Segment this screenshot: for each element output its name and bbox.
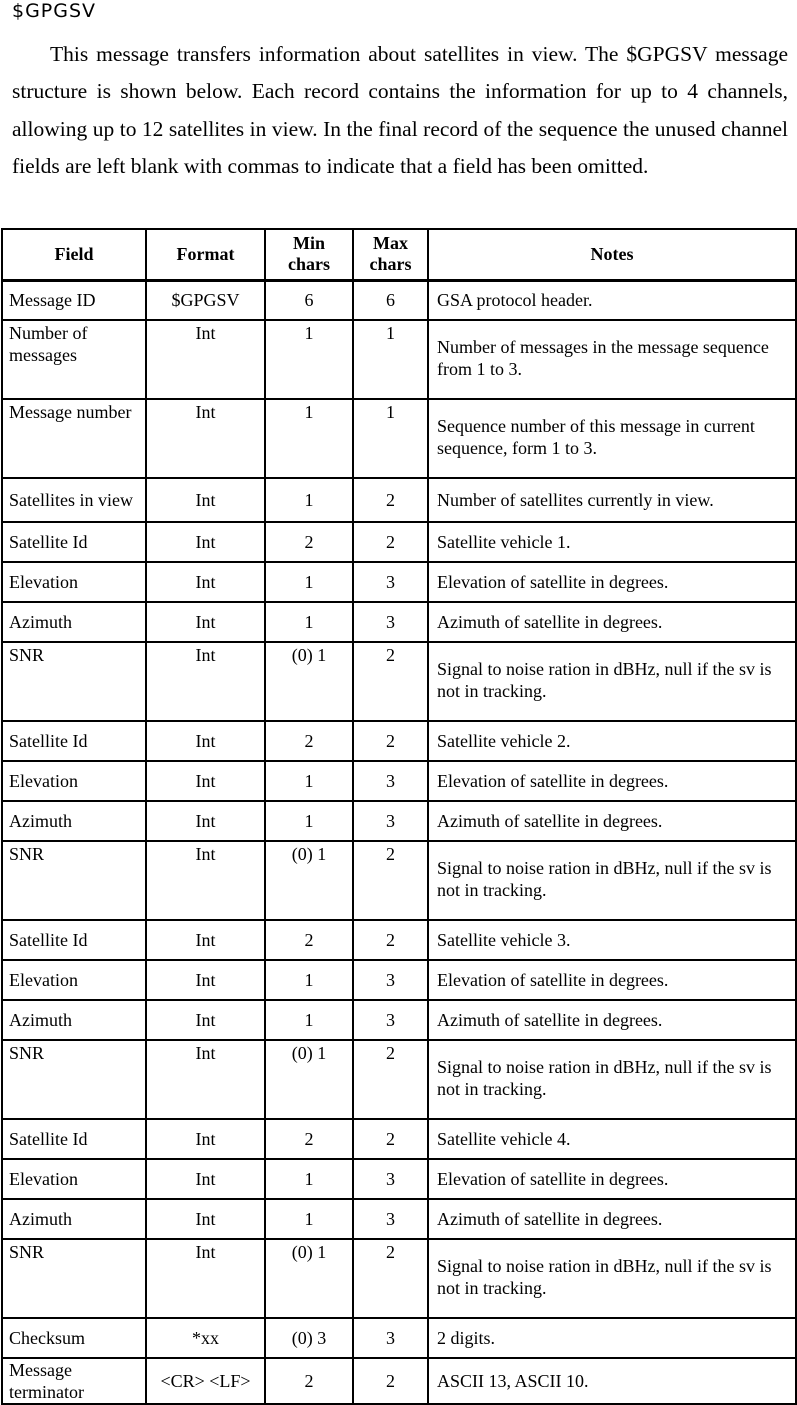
- cell-notes: 2 digits.: [428, 1318, 796, 1358]
- cell-notes: Azimuth of satellite in degrees.: [428, 1000, 796, 1040]
- cell-format: <CR> <LF>: [146, 1358, 265, 1404]
- cell-max-chars: 2: [353, 1040, 428, 1119]
- cell-notes: Signal to noise ration in dBHz, null if the sv is not in tracking.: [428, 642, 796, 721]
- cell-notes: Satellite vehicle 1.: [428, 522, 796, 562]
- table-row: [2, 1318, 796, 1358]
- cell-max-chars: 3: [353, 1000, 428, 1040]
- cell-min-chars: 1: [265, 1000, 353, 1040]
- cell-field: Elevation: [2, 1159, 146, 1199]
- cell-notes: Number of satellites currently in view.: [428, 478, 796, 522]
- cell-format: Int: [146, 320, 265, 399]
- cell-format: Int: [146, 1239, 265, 1318]
- table-row: [2, 761, 796, 801]
- cell-field: SNR: [2, 642, 146, 721]
- cell-min-chars: 2: [265, 721, 353, 761]
- table-row: [2, 1199, 796, 1239]
- cell-min-chars: 1: [265, 320, 353, 399]
- cell-field: Azimuth: [2, 801, 146, 841]
- cell-max-chars: 2: [353, 642, 428, 721]
- cell-field: Message ID: [2, 280, 146, 320]
- cell-field: Elevation: [2, 562, 146, 602]
- cell-field: Checksum: [2, 1318, 146, 1358]
- cell-notes: Signal to noise ration in dBHz, null if the sv is not in tracking.: [428, 1040, 796, 1119]
- cell-min-chars: 1: [265, 478, 353, 522]
- table-row: [2, 1159, 796, 1199]
- cell-format: Int: [146, 1000, 265, 1040]
- cell-field: SNR: [2, 1040, 146, 1119]
- cell-max-chars: 3: [353, 1199, 428, 1239]
- cell-notes: Satellite vehicle 4.: [428, 1119, 796, 1159]
- cell-field: Azimuth: [2, 602, 146, 642]
- table-row: [2, 841, 796, 920]
- cell-min-chars: 1: [265, 602, 353, 642]
- section-heading: $GPGSV: [12, 0, 97, 22]
- cell-min-chars: (0) 1: [265, 642, 353, 721]
- cell-min-chars: (0) 1: [265, 1040, 353, 1119]
- cell-field: Azimuth: [2, 1199, 146, 1239]
- cell-field: Message number: [2, 399, 146, 478]
- cell-max-chars: 6: [353, 280, 428, 320]
- cell-format: Int: [146, 801, 265, 841]
- cell-notes: Elevation of satellite in degrees.: [428, 562, 796, 602]
- cell-max-chars: 2: [353, 1239, 428, 1318]
- cell-field: Azimuth: [2, 1000, 146, 1040]
- cell-format: *xx: [146, 1318, 265, 1358]
- cell-format: Int: [146, 399, 265, 478]
- table-row: [2, 562, 796, 602]
- cell-format: Int: [146, 841, 265, 920]
- cell-field: Satellite Id: [2, 1119, 146, 1159]
- cell-notes: Satellite vehicle 3.: [428, 920, 796, 960]
- cell-field: Satellite Id: [2, 920, 146, 960]
- cell-min-chars: 1: [265, 1159, 353, 1199]
- cell-max-chars: 3: [353, 761, 428, 801]
- cell-notes: Signal to noise ration in dBHz, null if the sv is not in tracking.: [428, 841, 796, 920]
- table-row: [2, 1119, 796, 1159]
- cell-format: Int: [146, 721, 265, 761]
- cell-max-chars: 2: [353, 1358, 428, 1404]
- cell-field: Number of messages: [2, 320, 146, 399]
- cell-notes: Elevation of satellite in degrees.: [428, 960, 796, 1000]
- header-max-chars: Max chars: [353, 229, 428, 280]
- cell-min-chars: (0) 1: [265, 841, 353, 920]
- cell-min-chars: (0) 3: [265, 1318, 353, 1358]
- cell-max-chars: 3: [353, 1318, 428, 1358]
- table-row: [2, 960, 796, 1000]
- cell-max-chars: 1: [353, 320, 428, 399]
- table-row: [2, 280, 796, 320]
- cell-format: Int: [146, 1199, 265, 1239]
- cell-notes: Azimuth of satellite in degrees.: [428, 801, 796, 841]
- cell-notes: ASCII 13, ASCII 10.: [428, 1358, 796, 1404]
- cell-field: SNR: [2, 1239, 146, 1318]
- table-row: [2, 1358, 796, 1404]
- header-notes: Notes: [428, 229, 796, 280]
- cell-format: Int: [146, 920, 265, 960]
- cell-max-chars: 3: [353, 1159, 428, 1199]
- cell-min-chars: 1: [265, 399, 353, 478]
- table-row: [2, 642, 796, 721]
- cell-notes: Number of messages in the message sequence from 1 to 3.: [428, 320, 796, 399]
- table-header-row: [2, 229, 796, 280]
- table-row: [2, 1239, 796, 1318]
- cell-max-chars: 2: [353, 920, 428, 960]
- cell-max-chars: 3: [353, 602, 428, 642]
- cell-field: Elevation: [2, 761, 146, 801]
- cell-min-chars: 1: [265, 1199, 353, 1239]
- cell-format: Int: [146, 562, 265, 602]
- cell-format: Int: [146, 1119, 265, 1159]
- table-row: [2, 522, 796, 562]
- cell-format: Int: [146, 1040, 265, 1119]
- cell-min-chars: 2: [265, 920, 353, 960]
- cell-notes: Azimuth of satellite in degrees.: [428, 1199, 796, 1239]
- cell-format: Int: [146, 960, 265, 1000]
- cell-max-chars: 2: [353, 1119, 428, 1159]
- cell-format: Int: [146, 478, 265, 522]
- cell-notes: Azimuth of satellite in degrees.: [428, 602, 796, 642]
- cell-min-chars: 1: [265, 562, 353, 602]
- cell-min-chars: (0) 1: [265, 1239, 353, 1318]
- cell-min-chars: 2: [265, 522, 353, 562]
- table-row: [2, 320, 796, 399]
- cell-format: $GPGSV: [146, 280, 265, 320]
- cell-min-chars: 1: [265, 761, 353, 801]
- table-row: [2, 399, 796, 478]
- cell-field: Elevation: [2, 960, 146, 1000]
- cell-notes: Elevation of satellite in degrees.: [428, 1159, 796, 1199]
- table-row: [2, 721, 796, 761]
- cell-min-chars: 6: [265, 280, 353, 320]
- cell-min-chars: 2: [265, 1119, 353, 1159]
- cell-max-chars: 3: [353, 562, 428, 602]
- table-row: [2, 1000, 796, 1040]
- cell-max-chars: 2: [353, 522, 428, 562]
- cell-format: Int: [146, 761, 265, 801]
- cell-format: Int: [146, 602, 265, 642]
- cell-max-chars: 3: [353, 960, 428, 1000]
- cell-field: Satellites in view: [2, 478, 146, 522]
- cell-min-chars: 1: [265, 960, 353, 1000]
- gpgsv-structure-table: [1, 228, 797, 1405]
- header-format: Format: [146, 229, 265, 280]
- cell-min-chars: 2: [265, 1358, 353, 1404]
- cell-format: Int: [146, 642, 265, 721]
- table-row: [2, 1040, 796, 1119]
- cell-field: Satellite Id: [2, 721, 146, 761]
- cell-max-chars: 2: [353, 478, 428, 522]
- table-row: [2, 602, 796, 642]
- table-row: [2, 920, 796, 960]
- header-min-chars: Min chars: [265, 229, 353, 280]
- header-field: Field: [2, 229, 146, 280]
- cell-field: Satellite Id: [2, 522, 146, 562]
- cell-max-chars: 2: [353, 721, 428, 761]
- cell-field: Message terminator: [2, 1358, 146, 1404]
- cell-max-chars: 3: [353, 801, 428, 841]
- cell-notes: GSA protocol header.: [428, 280, 796, 320]
- cell-notes: Elevation of satellite in degrees.: [428, 761, 796, 801]
- table-row: [2, 801, 796, 841]
- cell-max-chars: 1: [353, 399, 428, 478]
- cell-notes: Satellite vehicle 2.: [428, 721, 796, 761]
- intro-paragraph: This message transfers information about satellites in view. The $GPGSV message structure is shown below. Each record contains the information for up to 4 channels, allowing up to 12 satellites in view. In the final record of the sequence the unused channel fields are left blank with commas to indicate that a field has been omitted.: [12, 42, 788, 179]
- cell-field: SNR: [2, 841, 146, 920]
- cell-format: Int: [146, 1159, 265, 1199]
- cell-notes: Signal to noise ration in dBHz, null if the sv is not in tracking.: [428, 1239, 796, 1318]
- cell-format: Int: [146, 522, 265, 562]
- table-row: [2, 478, 796, 522]
- cell-notes: Sequence number of this message in current sequence, form 1 to 3.: [428, 399, 796, 478]
- cell-max-chars: 2: [353, 841, 428, 920]
- cell-min-chars: 1: [265, 801, 353, 841]
